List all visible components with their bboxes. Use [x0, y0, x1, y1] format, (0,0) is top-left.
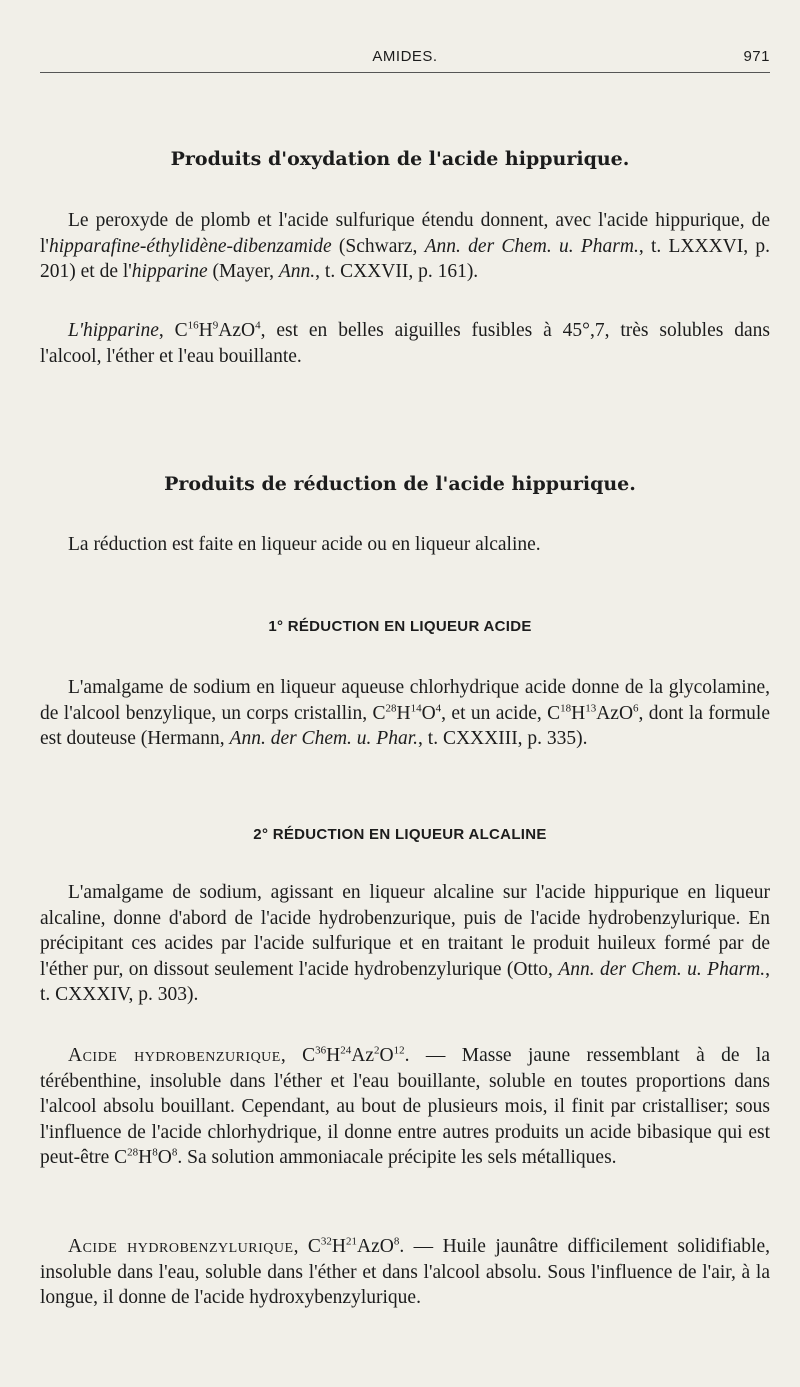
- text-run: (Mayer,: [207, 261, 279, 282]
- text-run: , et un acide, C: [441, 702, 561, 724]
- running-head-title: AMIDES.: [372, 48, 438, 65]
- compound-name: Acide hydrobenzylurique: [68, 1236, 294, 1257]
- compound-name: Acide hydrobenzurique: [68, 1045, 281, 1066]
- citation-journal: Ann. der Chem. u. Pharm.: [558, 958, 766, 980]
- text-run: O: [421, 702, 436, 724]
- formula-superscript: 13: [585, 702, 597, 714]
- paragraph-reduction-acide: [40, 675, 770, 752]
- formula-superscript: 28: [385, 702, 397, 714]
- paragraph-peroxyde: [40, 208, 770, 285]
- text-run: L'amalgame de sodium, agissant en liqueur alcaline sur l'acide hippurique en liqueur alcaline, donne d'abord de l'acide hydrobenzurique, puis de l'acide hydrobenzylurique. En précipitant ces acides par l'acide sulfurique et en traitant le produit huileux formé par de l'éther pur, on dissout seulement l'acide hydrobenzylurique (Otto,: [40, 882, 770, 980]
- text-run: . — Huile jaunâtre difficilement solidifiable, insoluble dans l'eau, soluble dans l'éther et dans l'alcool absolu. Sous l'influence de l'air, à la longue, il donne de l'acide hydroxybenzylurique.: [40, 1236, 770, 1308]
- citation-journal: Ann.: [278, 261, 316, 282]
- formula-superscript: 24: [340, 1044, 352, 1057]
- text-run: , t. CXXXIV, p. 303).: [40, 958, 770, 1005]
- text-run: , t. LXXXVI, p. 201) et de l': [40, 235, 770, 282]
- text-run: , est en belles aiguilles fusibles à 45°,7, très solubles dans l'alcool, l'éther et l'eau bouillante.: [40, 320, 770, 367]
- text-run: , C: [158, 320, 188, 341]
- italic-run: hipparine: [131, 261, 208, 282]
- formula-superscript: 8: [171, 1146, 178, 1159]
- formula-superscript: 28: [127, 1146, 139, 1159]
- text-run: , C: [293, 1236, 321, 1257]
- text-run: , t. CXXVII, p. 161).: [315, 261, 479, 282]
- text-run: (Schwarz,: [331, 235, 425, 257]
- text-run: , C: [280, 1045, 316, 1066]
- formula-superscript: 21: [345, 1235, 357, 1248]
- text-run: O: [379, 1045, 394, 1066]
- text-run: Le peroxyde de plomb et l'acide sulfurique étendu donnent, avec l'acide hippurique, de l': [40, 210, 770, 257]
- text-run: , dont la formule est douteuse (Hermann,: [40, 702, 771, 749]
- formula-superscript: 2: [373, 1044, 380, 1057]
- text-run: . Sa solution ammoniacale précipite les sels métalliques.: [177, 1147, 617, 1168]
- citation-journal: Ann. der Chem. u. Phar.: [229, 728, 419, 749]
- formula-superscript: 4: [435, 702, 442, 714]
- text-run: O: [157, 1147, 172, 1168]
- italic-run: hipparafine-éthylidène-dibenzamide: [48, 235, 332, 257]
- paragraph-acide-hydrobenzylurique: [40, 1234, 770, 1311]
- text-run: AzO: [356, 1236, 394, 1257]
- formula-superscript: 9: [212, 319, 219, 332]
- formula-superscript: 8: [152, 1146, 158, 1159]
- text-run: H: [138, 1147, 153, 1168]
- text-run: , t. CXXXIII, p. 335).: [418, 728, 588, 749]
- text-run: H: [396, 702, 411, 724]
- formula-superscript: 16: [187, 319, 199, 332]
- formula-superscript: 12: [393, 1044, 405, 1057]
- subheading-liqueur-alcaline: 2° RÉDUCTION EN LIQUEUR ALCALINE: [253, 826, 547, 843]
- text-run: . — Masse jaune ressemblant à de la térébenthine, insoluble dans l'éther et l'eau bouillante, soluble en toutes proportions dans l'alcool absolu bouillant. Cependant, au bout de plusieurs mois, il finit par cristalliser; sous l'influence de l'acide chlorhydrique, il donne entre autres produits un acide bibasique qui est peut-être C: [40, 1045, 771, 1168]
- formula-superscript: 14: [410, 702, 422, 714]
- formula-superscript: 18: [560, 702, 572, 714]
- italic-run: L'hipparine: [68, 320, 159, 341]
- text-run: H: [198, 320, 213, 341]
- text-run: AzO: [596, 702, 634, 724]
- formula-superscript: 6: [633, 702, 639, 714]
- formula-superscript: 4: [255, 319, 261, 332]
- header-rule: [40, 72, 770, 73]
- formula-superscript: 8: [393, 1235, 400, 1248]
- text-run: H: [571, 702, 586, 724]
- text-run: H: [326, 1045, 341, 1066]
- running-head: [40, 48, 770, 70]
- section-heading-reduction: Produits de réduction de l'acide hippurique.: [164, 473, 636, 495]
- paragraph-reduction-alcaline: [40, 880, 770, 1008]
- subheading-liqueur-acide: 1° RÉDUCTION EN LIQUEUR ACIDE: [268, 618, 532, 635]
- text-run: H: [331, 1236, 346, 1257]
- citation-journal: Ann. der Chem. u. Pharm.: [424, 235, 639, 257]
- paragraph-hipparine: [40, 318, 770, 369]
- formula-superscript: 32: [320, 1235, 332, 1248]
- paragraph-intro-reduction: La réduction est faite en liqueur acide ou en liqueur alcaline.: [68, 534, 541, 555]
- formula-superscript: 36: [315, 1044, 327, 1057]
- section-heading-oxydation: Produits d'oxydation de l'acide hippurique.: [170, 148, 630, 170]
- text-run: AzO: [218, 320, 256, 341]
- page-number: 971: [743, 48, 770, 65]
- paragraph-acide-hydrobenzurique: [40, 1043, 770, 1171]
- text-run: L'amalgame de sodium en liqueur aqueuse chlorhydrique acide donne de la glycolamine, de l'alcool benzylique, un corps cristallin, C: [40, 677, 770, 724]
- text-run: Az: [351, 1045, 374, 1066]
